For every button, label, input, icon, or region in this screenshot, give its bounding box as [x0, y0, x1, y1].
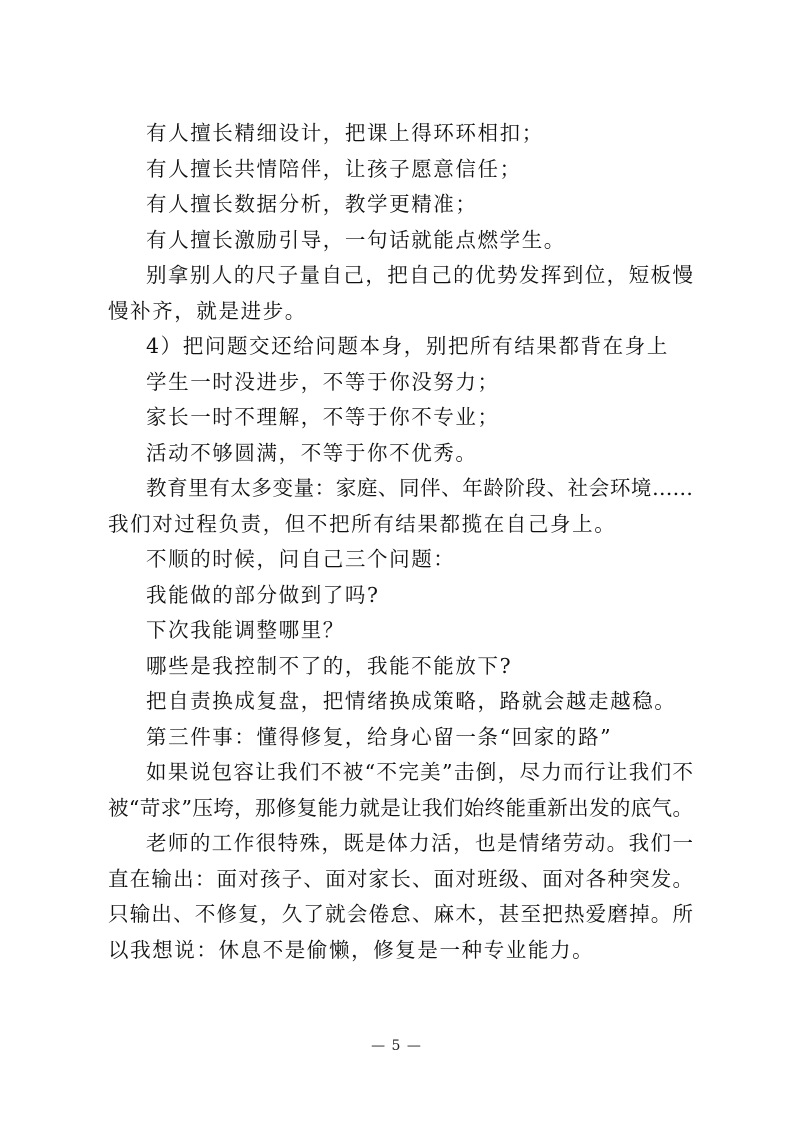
paragraph-line: 别拿别人的尺子量自己，把自己的优势发挥到位，短板慢 [146, 263, 693, 287]
paragraph-line: 下次我能调整哪里？ [146, 618, 345, 642]
paragraph-line: 家长一时不理解，不等于你不专业； [146, 405, 500, 429]
section-heading: 第三件事：懂得修复，给身心留一条“回家的路” [146, 724, 613, 749]
paragraph-line: 有人擅长数据分析，教学更精准； [146, 192, 478, 216]
page-number: — 5 — [371, 1038, 422, 1054]
paragraph-line: 教育里有太多变量：家庭、同伴、年龄阶段、社会环境…… [146, 476, 693, 500]
paragraph-line: 我能做的部分做到了吗? [146, 582, 380, 607]
paragraph-line: 不顺的时候，问自己三个问题： [146, 547, 456, 571]
paragraph-line: 哪些是我控制不了的，我能不能放下? [146, 653, 513, 678]
paragraph-line: 被“苛求”压垮，那修复能力就是让我们始终能重新出发的底气。 [108, 795, 693, 820]
paragraph-line: 如果说包容让我们不被“不完美”击倒，尽力而行让我们不 [146, 760, 693, 784]
paragraph-line: 有人擅长共情陪伴，让孩子愿意信任； [146, 156, 522, 181]
section-heading: 4）把问题交还给问题本身，别把所有结果都背在身上 [146, 334, 669, 358]
paragraph-line: 老师的工作很特殊，既是体力活，也是情绪劳动。我们一 [146, 831, 693, 855]
paragraph-line: 直在输出：面对孩子、面对家长、面对班级、面对各种突发。 [108, 866, 693, 891]
paragraph-line: 学生一时没进步，不等于你没努力； [146, 369, 500, 394]
paragraph-line: 活动不够圆满，不等于你不优秀。 [146, 440, 478, 465]
paragraph-line: 我们对过程负责，但不把所有结果都揽在自己身上。 [108, 511, 617, 536]
body-text [108, 116, 693, 968]
paragraph-line: 有人擅长精细设计，把课上得环环相扣； [146, 121, 544, 145]
paragraph-line: 慢补齐，就是进步。 [108, 298, 307, 323]
paragraph-line: 有人擅长激励引导，一句话就能点燃学生。 [146, 227, 566, 252]
paragraph-line: 只输出、不修复，久了就会倦怠、麻木，甚至把热爱磨掉。所 [108, 902, 693, 926]
paragraph-line: 以我想说：休息不是偷懒，修复是一种专业能力。 [108, 937, 595, 962]
paragraph-line: 把自责换成复盘，把情绪换成策略，路就会越走越稳。 [146, 689, 677, 713]
